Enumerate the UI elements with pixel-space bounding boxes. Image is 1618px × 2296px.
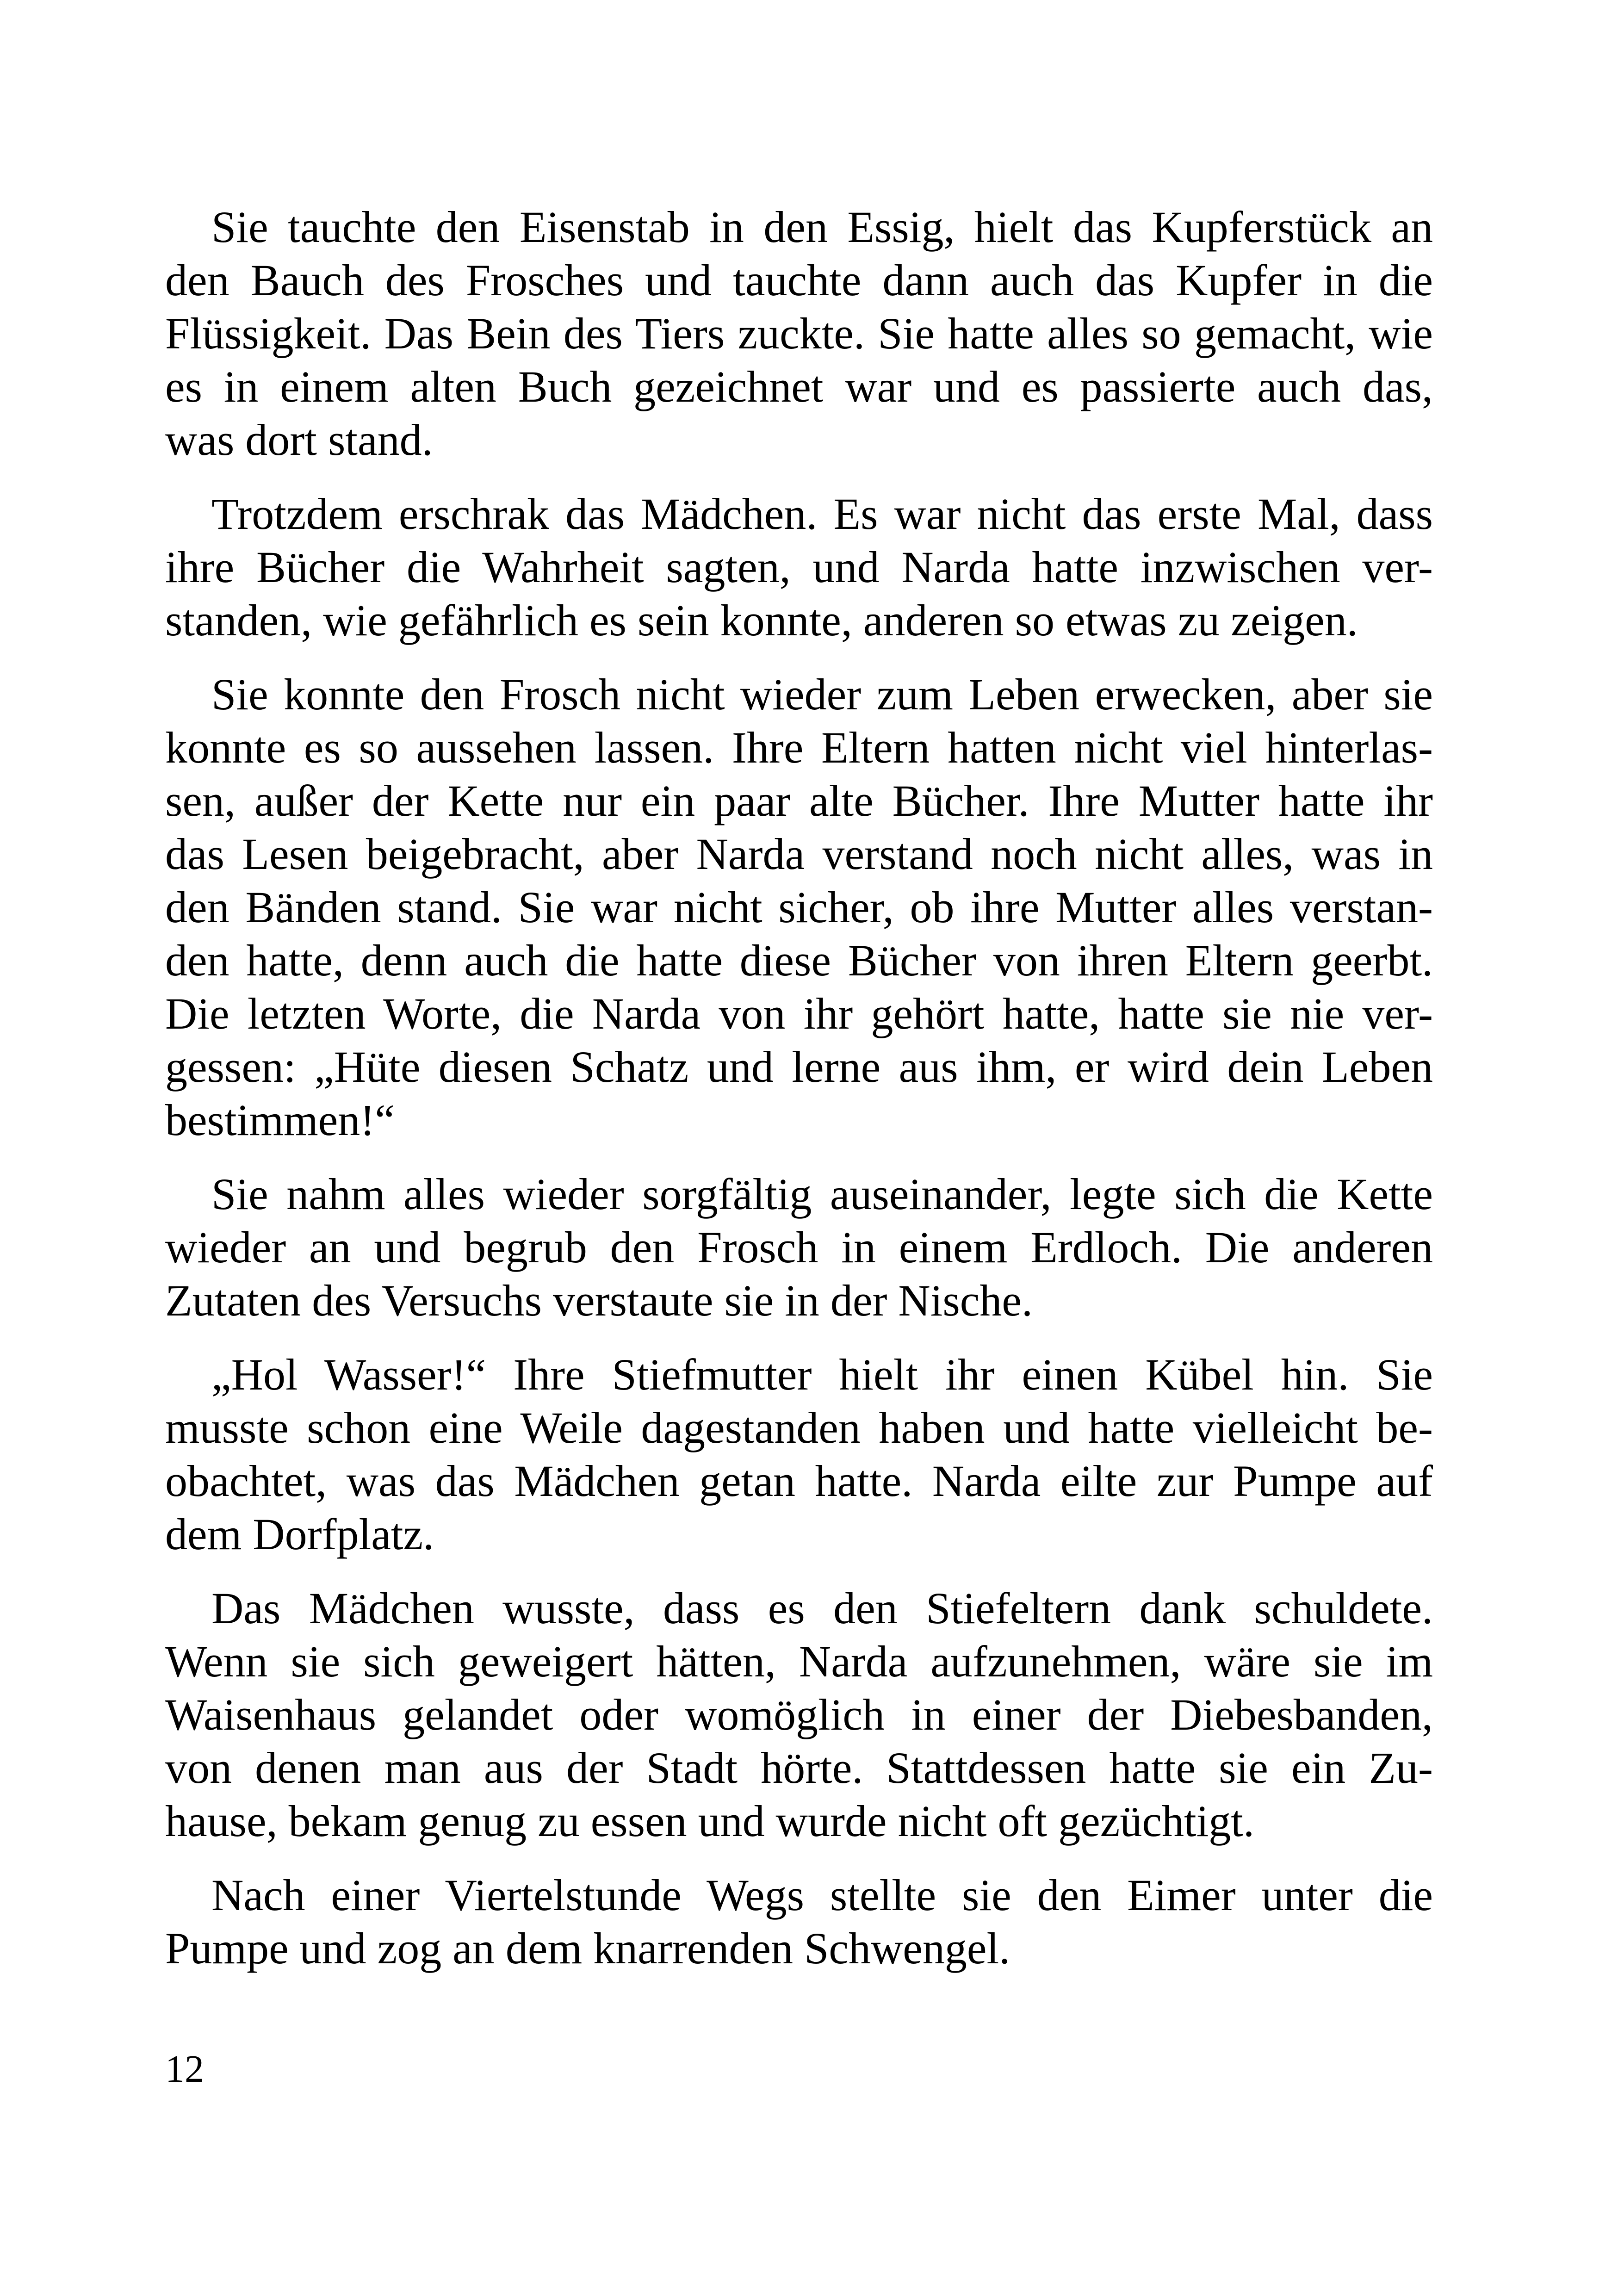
- text-line: Das Mädchen wusste, dass es den Stiefeltern dank schuldete.: [211, 1583, 1433, 1633]
- paragraph: [165, 1582, 1433, 1848]
- text-line: Nach einer Viertelstunde Wegs stellte sie den Eimer unter die: [211, 1870, 1433, 1920]
- text-line: das Lesen beigebracht, aber Narda verstand noch nicht alles, was in: [165, 829, 1433, 879]
- text-line: bestimmen!“: [165, 1095, 395, 1145]
- text-line: von denen man aus der Stadt hörte. Stattdessen hatte sie ein Zu-: [165, 1743, 1433, 1793]
- text-line: sen, außer der Kette nur ein paar alte Bücher. Ihre Mutter hatte ihr: [165, 776, 1433, 825]
- text-line: ihre Bücher die Wahrheit sagten, und Narda hatte inzwischen ver-: [165, 542, 1433, 592]
- text-line: konnte es so aussehen lassen. Ihre Eltern hatten nicht viel hinterlas-: [165, 723, 1433, 772]
- text-line: Sie konnte den Frosch nicht wieder zum Leben erwecken, aber sie: [211, 670, 1433, 719]
- text-block: [165, 200, 1433, 1996]
- text-line: Sie tauchte den Eisenstab in den Essig, hielt das Kupferstück an: [211, 202, 1433, 252]
- text-line: was dort stand.: [165, 415, 433, 465]
- paragraph: [165, 200, 1433, 466]
- text-line: „Hol Wasser!“ Ihre Stiefmutter hielt ihr einen Kübel hin. Sie: [211, 1350, 1433, 1399]
- text-line: obachtet, was das Mädchen getan hatte. Narda eilte zur Pumpe auf: [165, 1456, 1433, 1506]
- text-line: Wenn sie sich geweigert hätten, Narda aufzunehmen, wäre sie im: [165, 1637, 1433, 1686]
- text-line: den hatte, denn auch die hatte diese Bücher von ihren Eltern geerbt.: [165, 936, 1433, 985]
- text-line: wieder an und begrub den Frosch in einem Erdloch. Die anderen: [165, 1222, 1433, 1272]
- page-number: 12: [165, 2048, 204, 2091]
- text-line: es in einem alten Buch gezeichnet war und es passierte auch das,: [165, 362, 1433, 411]
- paragraph: [165, 1167, 1433, 1327]
- paragraph: [165, 668, 1433, 1147]
- text-line: Sie nahm alles wieder sorgfältig auseinander, legte sich die Kette: [211, 1169, 1433, 1219]
- text-line: Trotzdem erschrak das Mädchen. Es war nicht das erste Mal, dass: [211, 489, 1433, 539]
- text-line: Zutaten des Versuchs verstaute sie in der Nische.: [165, 1276, 1033, 1325]
- paragraph: [165, 1868, 1433, 1975]
- text-line: Die letzten Worte, die Narda von ihr gehört hatte, hatte sie nie ver-: [165, 989, 1433, 1038]
- text-line: Flüssigkeit. Das Bein des Tiers zuckte. Sie hatte alles so gemacht, wie: [165, 309, 1433, 358]
- paragraph: [165, 487, 1433, 647]
- text-line: Waisenhaus gelandet oder womöglich in einer der Diebesbanden,: [165, 1690, 1433, 1739]
- text-line: den Bauch des Frosches und tauchte dann auch das Kupfer in die: [165, 255, 1433, 305]
- paragraph: [165, 1348, 1433, 1561]
- text-line: Pumpe und zog an dem knarrenden Schwengel.: [165, 1924, 1010, 1973]
- text-line: musste schon eine Weile dagestanden haben und hatte vielleicht be-: [165, 1403, 1433, 1452]
- text-line: den Bänden stand. Sie war nicht sicher, ob ihre Mutter alles verstan-: [165, 882, 1433, 932]
- text-line: gessen: „Hüte diesen Schatz und lerne aus ihm, er wird dein Leben: [165, 1042, 1433, 1092]
- text-line: standen, wie gefährlich es sein konnte, anderen so etwas zu zeigen.: [165, 596, 1358, 645]
- text-line: hause, bekam genug zu essen und wurde nicht oft gezüchtigt.: [165, 1796, 1254, 1846]
- text-line: dem Dorfplatz.: [165, 1509, 434, 1559]
